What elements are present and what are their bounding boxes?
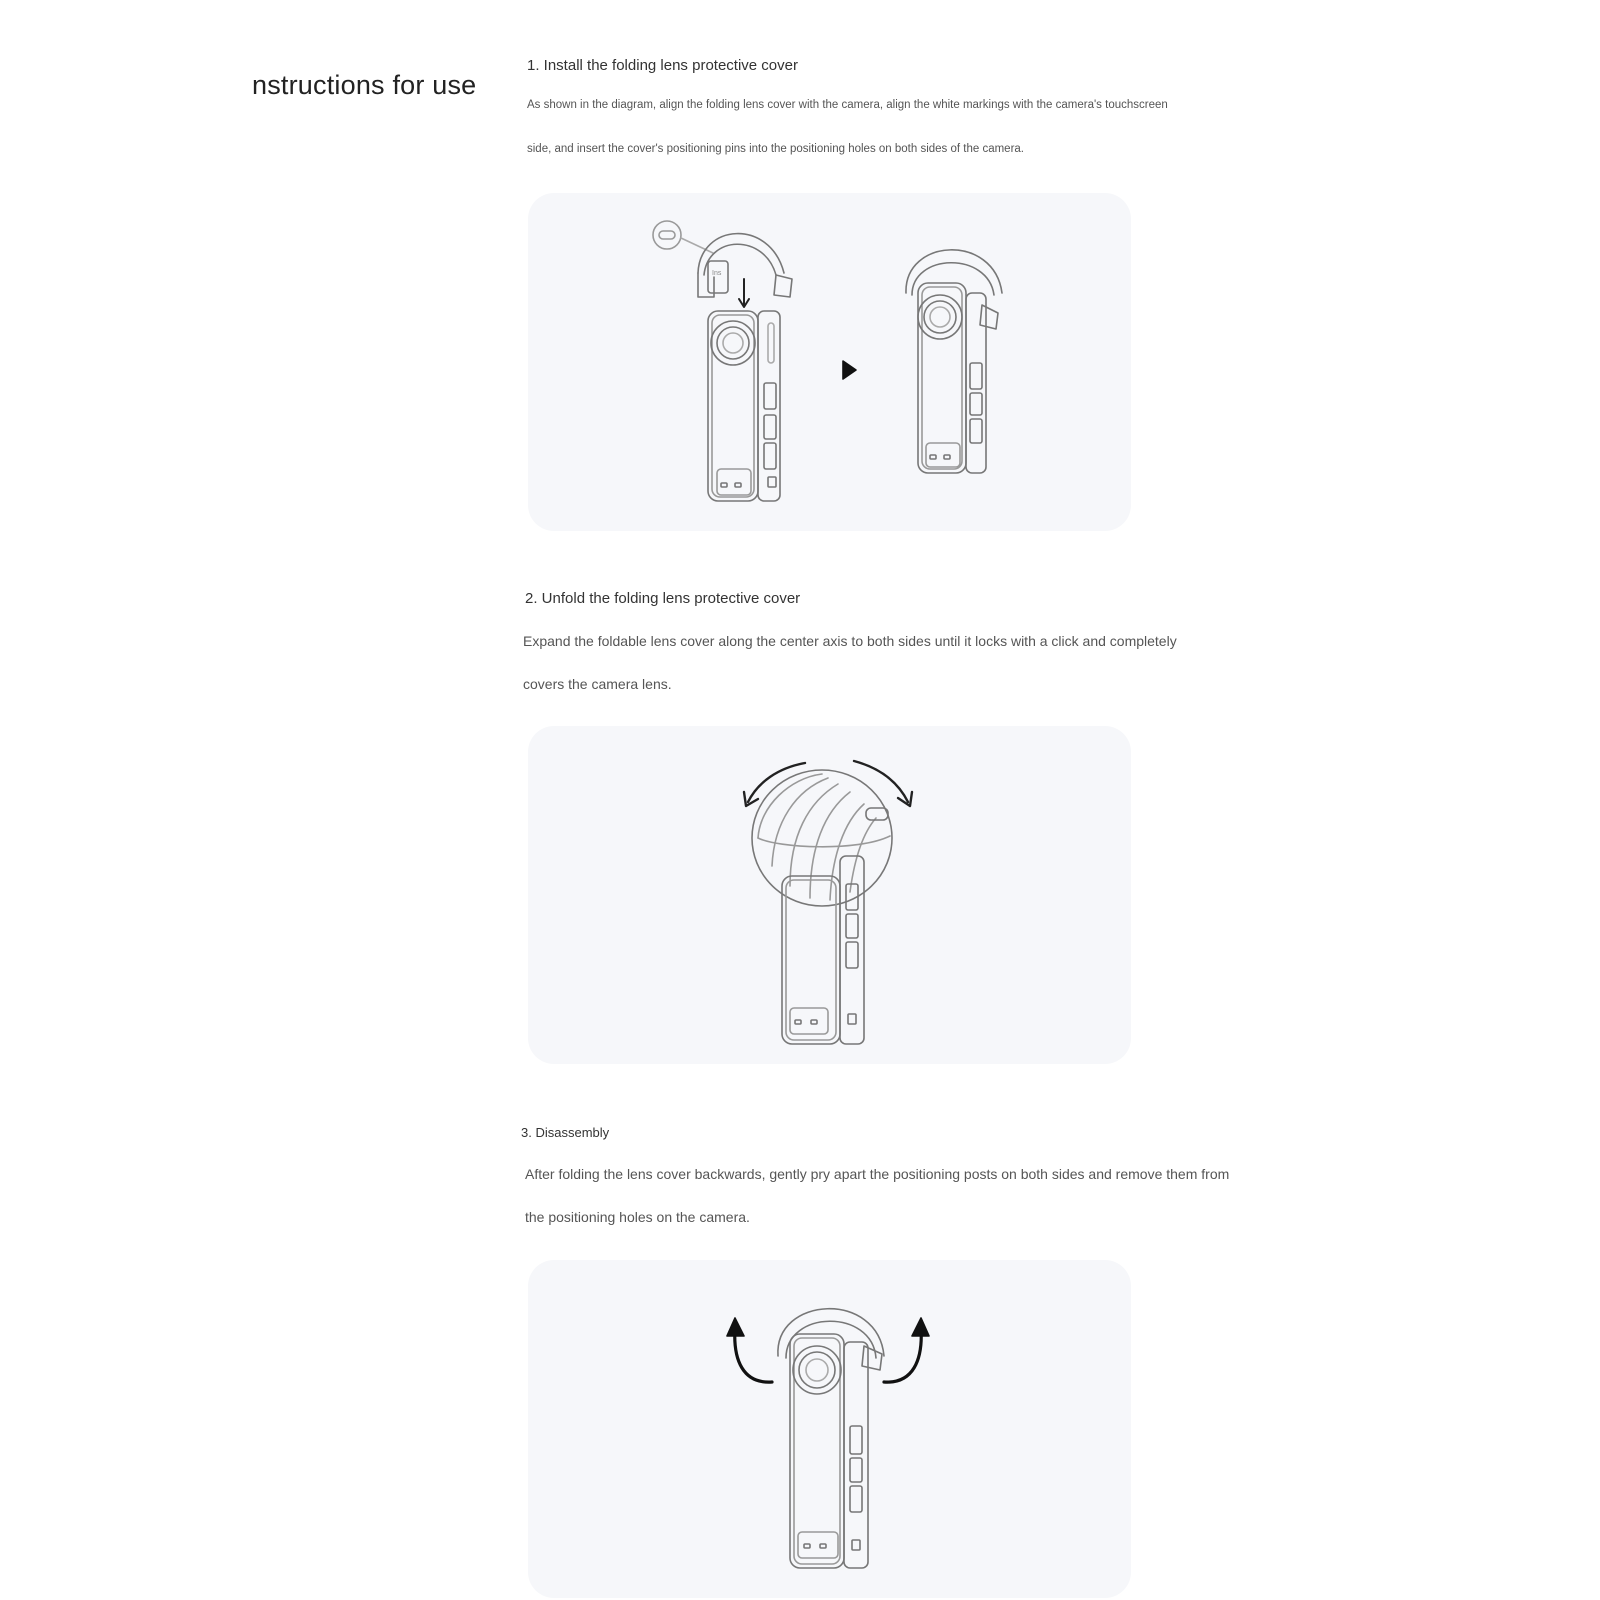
camera-body bbox=[782, 856, 864, 1044]
arrow-down-icon bbox=[739, 279, 749, 307]
lens-cover-part bbox=[653, 221, 792, 297]
step-1-line-1: As shown in the diagram, align the folding lens cover with the camera, align the white markings with the camera's touchscreen bbox=[527, 99, 1168, 111]
step-2-line-2: covers the camera lens. bbox=[523, 676, 672, 692]
step-1-illustration bbox=[528, 193, 1131, 531]
step-2-heading: 2. Unfold the folding lens protective cover bbox=[525, 590, 801, 607]
step-3-heading: 3. Disassembly bbox=[521, 1125, 610, 1140]
curved-up-arrow-icon bbox=[884, 1318, 929, 1382]
page-title: nstructions for use bbox=[252, 70, 477, 100]
play-arrow-icon bbox=[843, 361, 856, 379]
camera-with-cover bbox=[778, 1309, 884, 1568]
camera-body bbox=[708, 311, 780, 501]
step-3-line-1: After folding the lens cover backwards, gently pry apart the positioning posts on both sides and remove them from bbox=[525, 1166, 1230, 1182]
curved-up-arrow-icon bbox=[727, 1318, 772, 1382]
camera-with-cover bbox=[906, 250, 1002, 473]
step-1-heading: 1. Install the folding lens protective cover bbox=[527, 57, 798, 74]
svg-text:Ins: Ins bbox=[712, 270, 722, 277]
unfolded-lens-cover bbox=[752, 770, 892, 906]
step-3-illustration bbox=[528, 1260, 1131, 1598]
step-1-line-2: side, and insert the cover's positioning pins into the positioning holes on both sides of the camera. bbox=[527, 143, 1024, 155]
step-2-line-1: Expand the foldable lens cover along the center axis to both sides until it locks with a click and completely bbox=[523, 633, 1177, 649]
step-3-line-2: the positioning holes on the camera. bbox=[525, 1209, 750, 1225]
step-2-illustration bbox=[528, 726, 1131, 1064]
